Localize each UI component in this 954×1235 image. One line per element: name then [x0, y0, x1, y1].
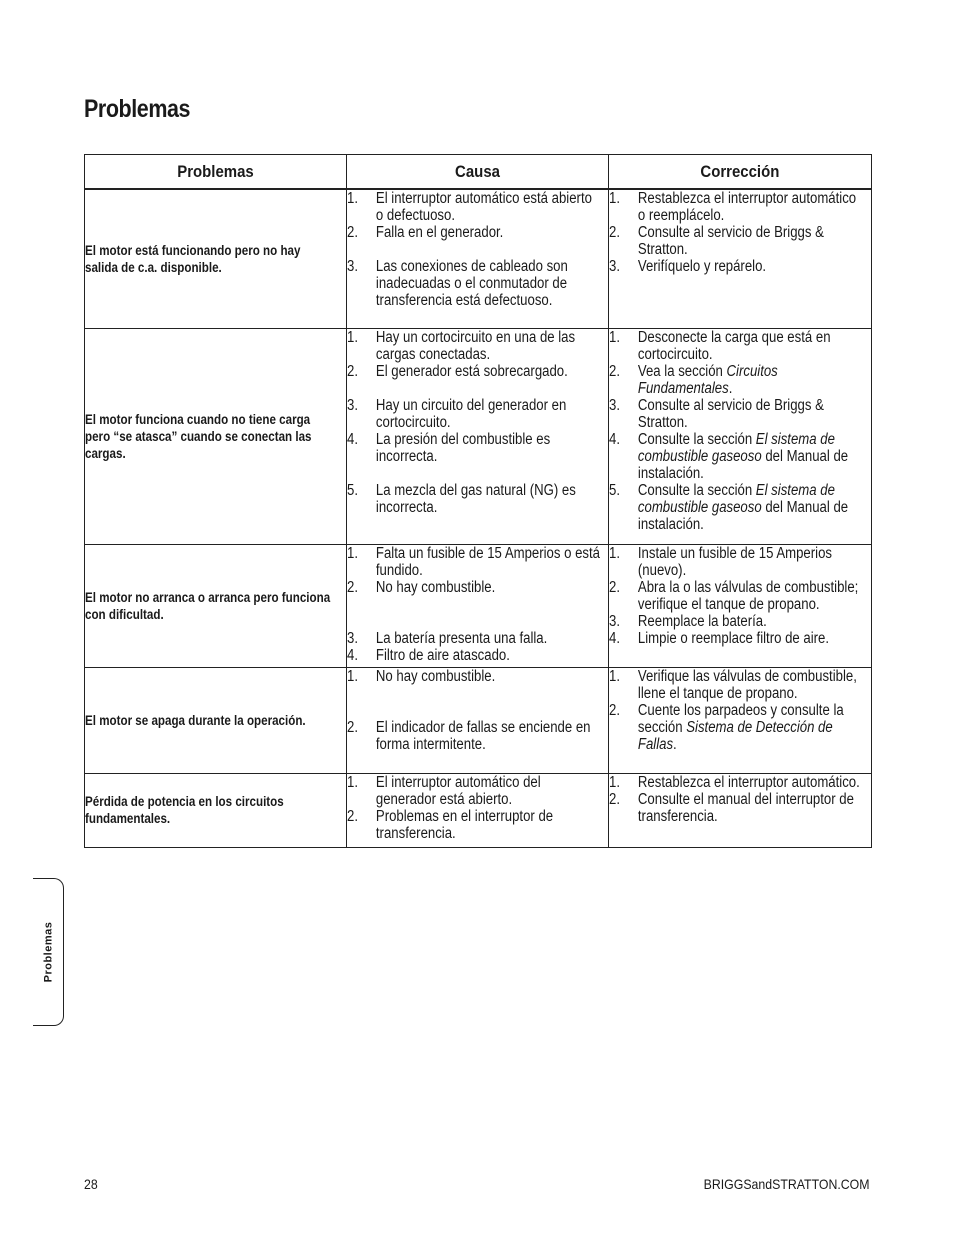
table-row	[85, 328, 872, 544]
list-item	[347, 719, 602, 753]
list-item-number: 3.	[609, 612, 620, 630]
list-item	[347, 363, 602, 380]
list-item	[347, 397, 602, 431]
list-item-text: Consulte al servicio de Briggs & Stratton.	[637, 396, 824, 431]
list-item	[347, 545, 602, 579]
page-number: 28	[84, 1176, 98, 1192]
list-item-text: Limpie o reemplace filtro de aire.	[637, 629, 830, 647]
list-item-text: Reemplace la batería.	[637, 612, 767, 630]
list-item-number: 3.	[609, 396, 620, 414]
numbered-list	[347, 774, 602, 842]
side-tab-label: Problemas	[42, 921, 54, 983]
list-item-number: 2.	[347, 362, 358, 380]
column-header-problemas: Problemas	[85, 155, 347, 190]
list-item-number: 4.	[609, 430, 620, 448]
numbered-list	[609, 545, 864, 647]
list-item-number: 1.	[609, 328, 620, 346]
list-item-text: Consulte al servicio de Briggs & Stratton.	[637, 224, 824, 258]
table-row	[85, 667, 872, 773]
problem-cell: El motor está funcionando pero no hay salida de c.a. disponible.	[85, 189, 347, 328]
problem-cell: El motor no arranca o arranca pero funciona con dificultad.	[85, 544, 347, 667]
list-item	[347, 808, 602, 842]
list-item	[609, 397, 864, 431]
list-item	[347, 774, 602, 808]
numbered-list	[347, 329, 602, 516]
list-item	[347, 647, 602, 664]
list-item-number: 2.	[609, 790, 620, 808]
section-reference: El sistema de combustible gaseoso	[637, 430, 835, 465]
list-item-text: El indicador de fallas se enciende en forma intermitente.	[375, 718, 591, 753]
list-item-text: No hay combustible.	[375, 578, 496, 596]
list-item-number: 4.	[347, 646, 358, 664]
list-item-number: 2.	[347, 224, 358, 241]
list-item-number: 1.	[347, 190, 358, 207]
list-item	[347, 258, 602, 309]
numbered-list	[609, 774, 864, 825]
list-item	[609, 545, 864, 579]
troubleshooting-table	[84, 154, 872, 848]
list-item	[609, 630, 864, 647]
list-item-text: El interruptor automático está abierto o defectuoso.	[375, 190, 592, 224]
list-item	[609, 774, 864, 791]
list-item	[347, 579, 602, 596]
list-item	[347, 329, 602, 363]
list-item	[609, 791, 864, 825]
list-item-number: 3.	[347, 258, 358, 275]
correction-cell	[609, 773, 872, 847]
list-item	[609, 190, 864, 224]
list-item-number: 3.	[609, 258, 620, 275]
numbered-list	[609, 190, 864, 275]
list-item-text: La presión del combustible es incorrecta.	[375, 430, 551, 465]
list-item-text: No hay combustible.	[375, 667, 496, 685]
section-reference: El sistema de combustible gaseoso	[637, 481, 835, 516]
correction-cell	[609, 667, 872, 773]
list-item-text: Falta un fusible de 15 Amperios o está fundido.	[375, 544, 601, 579]
table-row	[85, 544, 872, 667]
numbered-list	[609, 329, 864, 533]
list-item-number: 2.	[347, 718, 358, 736]
list-item-text: Vea la sección Circuitos Fundamentales.	[637, 362, 778, 397]
list-item	[609, 579, 864, 613]
list-item-text: La batería presenta una falla.	[375, 629, 548, 647]
list-item-text: Las conexiones de cableado son inadecuadas o el conmutador de transferencia está defectuoso.	[375, 258, 568, 309]
numbered-list	[609, 668, 864, 753]
problem-cell: El motor funciona cuando no tiene carga pero “se atasca” cuando se conectan las cargas.	[85, 328, 347, 544]
list-item-number: 1.	[609, 190, 620, 207]
list-item	[609, 363, 864, 397]
list-item	[609, 613, 864, 630]
list-item	[347, 190, 602, 224]
list-item-number: 4.	[347, 430, 358, 448]
list-item-text: Verifique las válvulas de combustible, llene el tanque de propano.	[637, 667, 857, 702]
list-item-text: Consulte el manual del interruptor de transferencia.	[637, 790, 854, 825]
section-reference: Circuitos Fundamentales	[637, 362, 778, 397]
footer-website: BRIGGSandSTRATTON.COM	[704, 1176, 870, 1192]
correction-cell	[609, 544, 872, 667]
list-item-text: Problemas en el interruptor de transferencia.	[375, 807, 554, 842]
list-item-number: 5.	[347, 481, 358, 499]
table-row	[85, 773, 872, 847]
list-item-text: Abra la o las válvulas de combustible; verifique el tanque de propano.	[637, 578, 859, 613]
list-item-text: La mezcla del gas natural (NG) es incorrecta.	[375, 481, 576, 516]
problem-cell: Pérdida de potencia en los circuitos fundamentales.	[85, 773, 347, 847]
list-item-number: 2.	[609, 362, 620, 380]
cause-cell	[347, 189, 609, 328]
list-item	[609, 668, 864, 702]
list-item	[347, 482, 602, 516]
list-item-text: Consulte la sección El sistema de combustible gaseoso del Manual de instalación.	[637, 481, 849, 533]
numbered-list	[347, 668, 602, 753]
list-item	[609, 702, 864, 753]
list-item-text: Instale un fusible de 15 Amperios (nuevo).	[637, 544, 832, 579]
numbered-list	[347, 190, 602, 309]
list-item-text: Verifíquelo y repárelo.	[637, 258, 767, 275]
list-item-text: Consulte la sección El sistema de combustible gaseoso del Manual de instalación.	[637, 430, 849, 482]
list-item-text: Hay un cortocircuito en una de las cargas conectadas.	[375, 328, 576, 363]
correction-cell	[609, 328, 872, 544]
cause-cell	[347, 328, 609, 544]
list-item-text: Falla en el generador.	[375, 224, 504, 241]
list-item-number: 1.	[609, 773, 620, 791]
side-section-tab	[33, 878, 64, 1026]
list-item	[347, 668, 602, 685]
list-item	[609, 258, 864, 275]
list-item-number: 1.	[347, 328, 358, 346]
list-item-number: 2.	[609, 701, 620, 719]
section-reference: Sistema de Detección de Fallas	[637, 718, 833, 753]
problem-cell: El motor se apaga durante la operación.	[85, 667, 347, 773]
list-item-text: Restablezca el interruptor automático.	[637, 773, 860, 791]
numbered-list	[347, 545, 602, 664]
page-title: Problemas	[84, 94, 191, 123]
list-item-text: El interruptor automático del generador está abierto.	[375, 773, 541, 808]
list-item-number: 1.	[609, 667, 620, 685]
column-header-causa: Causa	[347, 155, 609, 190]
list-item-text: Restablezca el interruptor automático o reemplácelo.	[637, 190, 857, 224]
list-item-number: 2.	[347, 807, 358, 825]
list-item-number: 1.	[347, 667, 358, 685]
column-header-correccion: Corrección	[609, 155, 872, 190]
list-item-number: 5.	[609, 481, 620, 499]
list-item	[609, 482, 864, 533]
list-item-number: 1.	[609, 544, 620, 562]
list-item-number: 2.	[609, 578, 620, 596]
list-item-number: 1.	[347, 544, 358, 562]
list-item	[347, 630, 602, 647]
list-item-text: Hay un circuito del generador en cortocircuito.	[375, 396, 567, 431]
cause-cell	[347, 667, 609, 773]
list-item	[609, 329, 864, 363]
list-item-number: 3.	[347, 396, 358, 414]
list-item	[609, 224, 864, 258]
list-item	[347, 224, 602, 241]
list-item	[609, 431, 864, 482]
list-item-number: 3.	[347, 629, 358, 647]
list-item-text: El generador está sobrecargado.	[375, 362, 568, 380]
list-item-number: 2.	[347, 578, 358, 596]
list-item	[347, 431, 602, 465]
list-item-text: Desconecte la carga que está en cortocircuito.	[637, 328, 831, 363]
table-row	[85, 189, 872, 328]
cause-cell	[347, 773, 609, 847]
list-item-number: 1.	[347, 773, 358, 791]
cause-cell	[347, 544, 609, 667]
table-header-row	[85, 155, 872, 190]
correction-cell	[609, 189, 872, 328]
list-item-text: Cuente los parpadeos y consulte la sección Sistema de Detección de Fallas.	[637, 701, 844, 753]
list-item-number: 2.	[609, 224, 620, 241]
list-item-number: 4.	[609, 629, 620, 647]
list-item-text: Filtro de aire atascado.	[375, 646, 510, 664]
